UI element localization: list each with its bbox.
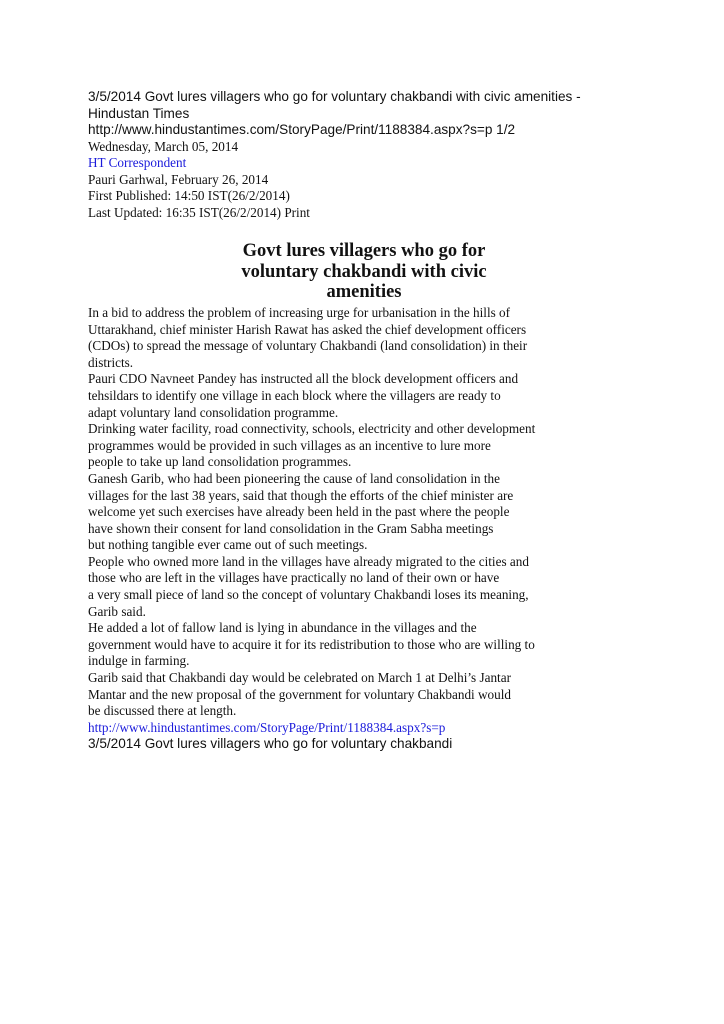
print-header xyxy=(88,89,648,139)
article-date: Wednesday, March 05, 2014 xyxy=(88,138,239,154)
body-line: be discussed there at length. xyxy=(88,703,237,719)
body-line: People who owned more land in the villages have already migrated to the cities and xyxy=(88,553,529,569)
body-line: programmes would be provided in such villages as an incentive to lure more xyxy=(88,437,491,453)
first-published: First Published: 14:50 IST(26/2/2014) xyxy=(88,188,290,204)
body-line: government would have to acquire it for its redistribution to those who are willing to xyxy=(88,636,535,652)
body-line: Garib said that Chakbandi day would be celebrated on March 1 at Delhi’s Jantar xyxy=(88,670,511,686)
body-line: Garib said. xyxy=(88,603,146,619)
body-line: Drinking water facility, road connectivity, schools, electricity and other development xyxy=(88,421,536,437)
author-link[interactable]: HT Correspondent xyxy=(88,155,187,171)
body-line: a very small piece of land so the concept of voluntary Chakbandi loses its meaning, xyxy=(88,587,529,603)
article-meta xyxy=(88,139,648,222)
body-line: indulge in farming. xyxy=(88,653,190,669)
print-footer-title: 3/5/2014 Govt lures villagers who go for voluntary chakbandi xyxy=(88,736,453,752)
body-line: Uttarakhand, chief minister Harish Rawat has asked the chief development officers xyxy=(88,321,527,337)
print-header-title: 3/5/2014 Govt lures villagers who go for voluntary chakbandi with civic amenities - xyxy=(88,89,581,104)
body-line: He added a lot of fallow land is lying in abundance in the villages and the xyxy=(88,620,477,636)
body-line: welcome yet such exercises have already been held in the past where the people xyxy=(88,504,510,520)
article-body xyxy=(88,305,648,736)
dateline: Pauri Garhwal, February 26, 2014 xyxy=(88,171,269,187)
body-line: villages for the last 38 years, said that though the efforts of the chief minister are xyxy=(88,487,514,503)
article-headline xyxy=(192,241,536,303)
headline-line: voluntary chakbandi with civic xyxy=(241,261,487,282)
source-link[interactable]: http://www.hindustantimes.com/StoryPage/Print/1188384.aspx?s=p xyxy=(88,719,446,735)
print-footer xyxy=(88,736,648,753)
body-line: districts. xyxy=(88,354,134,370)
body-line: Pauri CDO Navneet Pandey has instructed all the block development officers and xyxy=(88,371,519,387)
print-header-site: Hindustan Times xyxy=(88,105,190,121)
body-line: tehsildars to identify one village in each block where the villagers are ready to xyxy=(88,387,501,403)
headline-line: Govt lures villagers who go for xyxy=(242,241,486,262)
body-line: those who are left in the villages have practically no land of their own or have xyxy=(88,570,500,586)
body-line: Mantar and the new proposal of the government for voluntary Chakbandi would xyxy=(88,686,511,702)
body-line: adapt voluntary land consolidation programme. xyxy=(88,404,339,420)
printed-page xyxy=(88,89,648,753)
print-header-url: http://www.hindustantimes.com/StoryPage/Print/1188384.aspx?s=p 1/2 xyxy=(88,122,516,137)
body-line: people to take up land consolidation programmes. xyxy=(88,454,352,470)
body-line: have shown their consent for land consolidation in the Gram Sabha meetings xyxy=(88,520,494,536)
last-updated: Last Updated: 16:35 IST(26/2/2014) Print xyxy=(88,204,310,220)
body-line: (CDOs) to spread the message of voluntary Chakbandi (land consolidation) in their xyxy=(88,338,528,354)
headline-line: amenities xyxy=(326,282,402,303)
body-line: Ganesh Garib, who had been pioneering the cause of land consolidation in the xyxy=(88,470,500,486)
body-line: In a bid to address the problem of increasing urge for urbanisation in the hills of xyxy=(88,304,511,320)
body-line: but nothing tangible ever came out of such meetings. xyxy=(88,537,368,553)
